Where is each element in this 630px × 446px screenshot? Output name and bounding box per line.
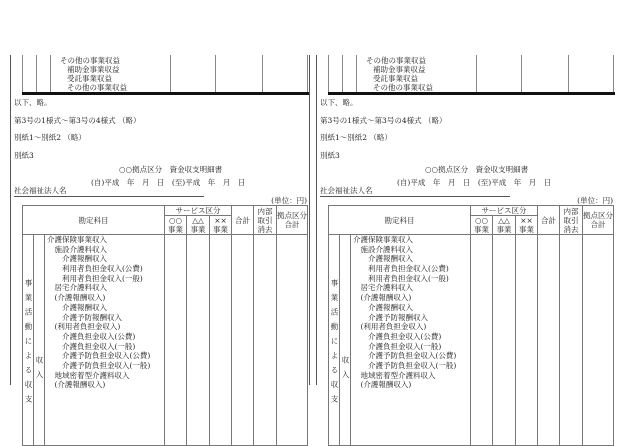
account-row: 介護報酬収入 (47, 254, 107, 264)
account-row: (利用者負担金収入) (353, 322, 427, 332)
note-omitted: 以下、略。 (320, 98, 358, 107)
note-form3: 第3号の1様式～第3号の4様式 （略） (14, 116, 141, 125)
account-row: 介護負担金収入(公費) (47, 331, 136, 341)
account-row: (介護報酬収入) (47, 293, 106, 303)
account-row: 介護保険事業収入 (47, 235, 107, 244)
account-row: 介護予防報酬収入 (353, 312, 428, 322)
corp-name-label: 社会福祉法人名 (320, 185, 510, 197)
account-row: 地域密着型介護料収入 (353, 370, 436, 380)
account-rows (351, 235, 471, 446)
note-attach3: 別紙3 (14, 151, 34, 160)
header-svc2: △△ 事業 (493, 216, 516, 235)
account-row: (利用者負担金収入) (47, 322, 121, 332)
note-omitted: 以下、略。 (14, 98, 52, 107)
account-row: 介護予防負担金収入(一般) (353, 360, 457, 370)
header-account: 勘定科目 (23, 206, 165, 235)
divider (328, 92, 615, 95)
top-table (22, 55, 308, 92)
account-row: 介護保険事業収入 (353, 235, 413, 244)
period: (自)平成 年 月 日 (至)平成 年 月 日 (91, 178, 246, 187)
doc-title: ○○拠点区分 資金収支明細書 (119, 165, 223, 174)
category-label: 事業活動による収支 (23, 235, 34, 446)
account-row: 利用者負担金収入(公費) (353, 264, 449, 274)
note-form3: 第3号の1様式～第3号の4様式 （略） (320, 116, 447, 125)
header-svc2: △△ 事業 (187, 216, 210, 235)
account-row: 利用者負担金収入(一般) (353, 273, 449, 283)
header-service: サービス区分 (471, 206, 538, 216)
header-base-total: 拠点区分合計 (583, 206, 614, 235)
unit-label: (単位：円) (271, 196, 307, 205)
header-base-total: 拠点区分合計 (277, 206, 308, 235)
header-svc3: ×× 事業 (210, 216, 232, 235)
account-row: 介護負担金収入(一般) (47, 341, 136, 351)
category-label: 事業活動による収支 (329, 235, 340, 446)
account-row: 利用者負担金収入(公費) (47, 264, 143, 274)
top-items: その他の事業収益 補助金事業収益 受託事業収益 その他の事業収益 (366, 56, 433, 92)
header-internal: 内部取引消去 (254, 206, 277, 235)
account-row: (介護報酬収入) (47, 380, 106, 390)
header-internal: 内部取引消去 (560, 206, 583, 235)
account-row: 介護負担金収入(公費) (353, 331, 442, 341)
note-attach12: 別紙1～別紙2 （略） (14, 133, 86, 142)
account-row: 介護負担金収入(一般) (353, 341, 442, 351)
note-attach3: 別紙3 (320, 151, 340, 160)
account-row: 介護予防負担金収入(一般) (47, 360, 151, 370)
account-row: 利用者負担金収入(一般) (47, 273, 143, 283)
page-right (316, 55, 615, 410)
statement-table (328, 205, 614, 446)
page-left (10, 55, 310, 410)
account-row: 施設介護料収入 (353, 244, 413, 254)
account-row: 介護報酬収入 (47, 302, 107, 312)
account-row: 施設介護料収入 (47, 244, 107, 254)
header-svc1: ○○ 事業 (471, 216, 493, 235)
note-attach12: 別紙1～別紙2 （略） (320, 133, 392, 142)
account-row: 居宅介護料収入 (47, 283, 107, 293)
account-row: 介護予防負担金収入(公費) (47, 351, 151, 361)
top-items: その他の事業収益 補助金事業収益 受託事業収益 その他の事業収益 (60, 56, 127, 92)
header-svc3: ×× 事業 (516, 216, 538, 235)
top-table (328, 55, 614, 92)
account-row: 介護報酬収入 (353, 254, 413, 264)
corp-name-label: 社会福祉法人名 (14, 185, 204, 197)
divider (22, 92, 309, 95)
account-row: 介護報酬収入 (353, 302, 413, 312)
period: (自)平成 年 月 日 (至)平成 年 月 日 (397, 178, 552, 187)
account-row: 地域密着型介護料収入 (47, 370, 130, 380)
doc-title: ○○拠点区分 資金収支明細書 (425, 165, 529, 174)
unit-label: (単位：円) (577, 196, 613, 205)
account-row: 介護予防負担金収入(公費) (353, 351, 457, 361)
header-svc1: ○○ 事業 (165, 216, 187, 235)
account-row: (介護報酬収入) (353, 380, 412, 390)
header-account: 勘定科目 (329, 206, 471, 235)
statement-table (22, 205, 308, 446)
account-rows (45, 235, 165, 446)
income-label: 収入 (34, 235, 45, 446)
account-row: 介護予防報酬収入 (47, 312, 122, 322)
income-label: 収入 (340, 235, 351, 446)
account-row: (介護報酬収入) (353, 293, 412, 303)
header-service: サービス区分 (165, 206, 232, 216)
header-total: 合計 (232, 206, 254, 235)
account-row: 居宅介護料収入 (353, 283, 413, 293)
header-total: 合計 (538, 206, 560, 235)
